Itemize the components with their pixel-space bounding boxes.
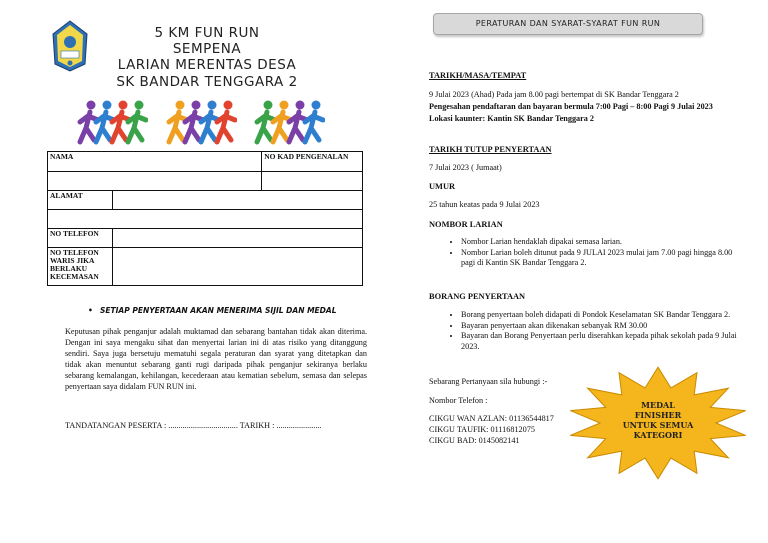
tutup-heading: TARIKH TUTUP PENYERTAAN [429, 145, 552, 154]
runners-illustration [253, 96, 325, 148]
telefon-label: NO TELEFON [48, 229, 113, 248]
tarikh-line-1: 9 Julai 2023 (Ahad) Pada jam 8.00 pagi bertempat di SK Bandar Tenggara 2 [429, 90, 679, 99]
disclaimer-paragraph: Keputusan pihak penganjur adalah muktamad dan sebarang bantahan tidak akan diterima. Dengan ini saya mengaku sihat dan menyertai larian ini di atas risiko yang ditanggung sendiri. Saya juga bersetuju mematuhi segala peraturan dan syarat yang ditetapkan dan tidak akan menuntut sebarang ganti rugi daripada pihak penganjur sekiranya berlaku sebarang kemalangan, kehilangan, kecederaan atau kematian sebelum, semasa dan selepas penyertaan saya didalam FUN RUN ini. [65, 327, 367, 391]
tutup-value: 7 Julai 2023 ( Jumaat) [429, 163, 502, 172]
event-title-line-4: SK BANDAR TENGGARA 2 [116, 74, 298, 90]
event-title-line-3: LARIAN MERENTAS DESA [117, 57, 297, 73]
school-crest-logo [52, 20, 88, 72]
waris-field[interactable] [113, 248, 363, 286]
list-item: • Bayaran dan Borang Penyertaan perlu diserahkan kepada pihak sekolah pada 9 Julai 2023. [461, 331, 746, 352]
signature-line: TANDATANGAN PESERTA : .................................. TARIKH : ...................... [65, 421, 322, 430]
tarikh-line-3: Lokasi kaunter: Kantin SK Bandar Tenggara 2 [429, 114, 595, 123]
alamat-label: ALAMAT [48, 191, 113, 210]
ic-field[interactable] [262, 172, 363, 191]
event-title-line-1: 5 KM FUN RUN [154, 25, 260, 41]
registration-form-table [47, 151, 363, 286]
borang-heading: BORANG PENYERTAAN [429, 292, 526, 301]
list-item: • Bayaran penyertaan akan dikenakan sebanyak RM 30.00 [461, 321, 746, 332]
contact-taufik: CIKGU TAUFIK: 01116812075 [429, 425, 535, 434]
nombor-heading: NOMBOR LARIAN [429, 220, 503, 229]
runners-illustration [165, 96, 237, 148]
alamat-field-line-2[interactable] [48, 210, 363, 229]
star-text-line: KATEGORI [633, 430, 683, 440]
list-item: • Borang penyertaan boleh didapati di Pondok Keselamatan SK Bandar Tenggara 2. [461, 310, 746, 321]
waris-label: NO TELEFON WARIS JIKA BERLAKU KECEMASAN [48, 248, 113, 286]
contact-bad: CIKGU BAD: 0145082141 [429, 436, 520, 445]
umur-heading: UMUR [429, 182, 456, 191]
ic-label: NO KAD PENGENALAN [262, 152, 363, 172]
contact-intro: Sebarang Pertanyaan sila hubungi :- [429, 377, 548, 386]
medal-starburst-badge [564, 363, 752, 483]
list-item: • Nombor Larian boleh ditunut pada 9 JULAI 2023 mulai jam 7.00 pagi hingga 8.00 pagi di Kantin SK Bandar Tenggara 2. [461, 248, 746, 269]
star-text-line: FINISHER [634, 410, 682, 420]
event-title-line-2: SEMPENA [172, 41, 242, 57]
runners-illustration [76, 96, 148, 148]
star-text-line: UNTUK SEMUA [622, 420, 694, 430]
umur-value: 25 tahun keatas pada 9 Julai 2023 [429, 200, 540, 209]
rules-header: PERATURAN DAN SYARAT-SYARAT FUN RUN [433, 13, 703, 35]
tarikh-heading: TARIKH/MASA/TEMPAT [429, 71, 527, 80]
contact-wan-azlan: CIKGU WAN AZLAN: 01136544817 [429, 414, 554, 423]
nombor-list [429, 237, 746, 269]
nama-field[interactable] [48, 172, 262, 191]
telefon-field[interactable] [113, 229, 363, 248]
certificate-medal-note: • SETIAP PENYERTAAN AKAN MENERIMA SIJIL DAN MEDAL [100, 306, 336, 315]
contact-label: Nombor Telefon : [429, 396, 488, 405]
list-item: • Nombor Larian hendaklah dipakai semasa larian. [461, 237, 746, 248]
nama-label: NAMA [48, 152, 262, 172]
tarikh-line-2: Pengesahan pendaftaran dan bayaran bermula 7:00 Pagi – 8:00 Pagi 9 Julai 2023 [429, 102, 713, 111]
borang-list [429, 310, 746, 352]
star-text-line: MEDAL [641, 400, 675, 410]
alamat-field[interactable] [113, 191, 363, 210]
